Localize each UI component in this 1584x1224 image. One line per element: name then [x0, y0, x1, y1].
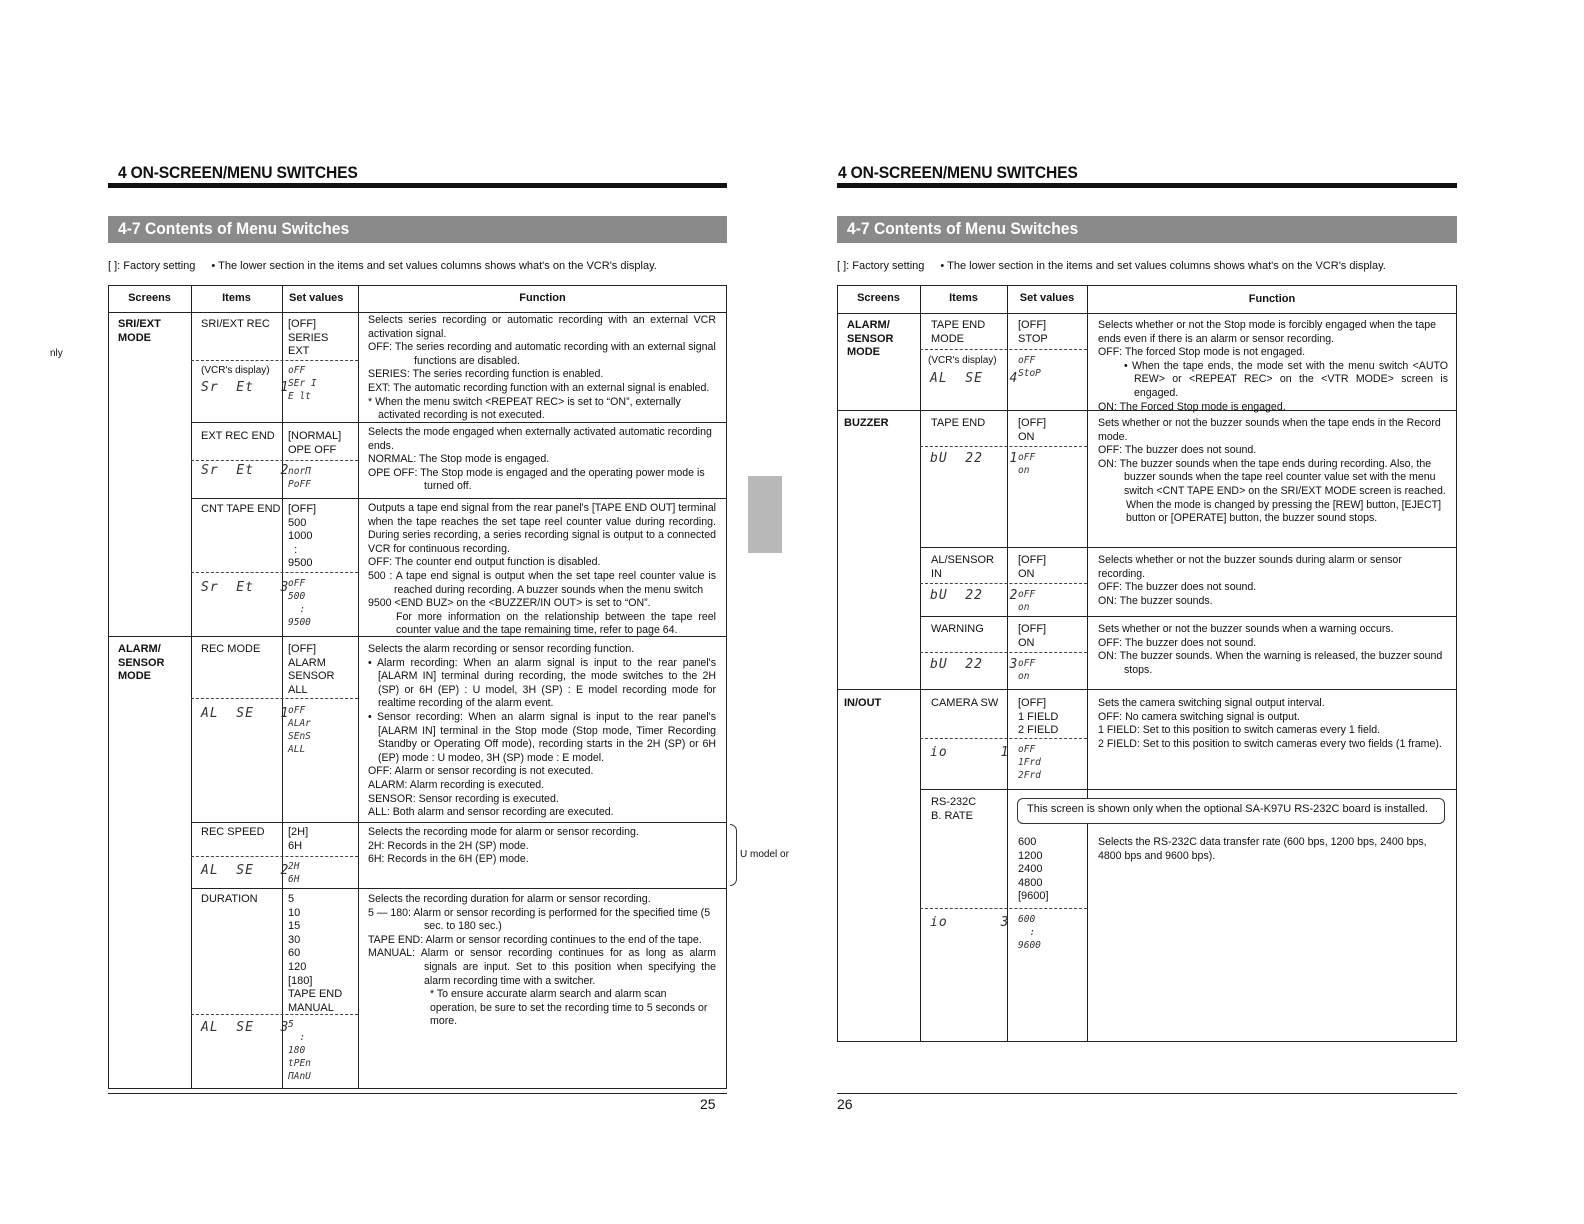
vcr-display-code: bU 22 2: [930, 588, 1019, 603]
function-line: SENSOR: Sensor recording is executed.: [368, 792, 559, 805]
chapter-title: 4 ON-SCREEN/MENU SWITCHES: [838, 163, 1078, 182]
col-divider: [1087, 285, 1088, 1042]
function-line: When the mode is changed by pressing the [REW] button, [EJECT] button or [OPERATE] button, the buzzer sound stops.: [1126, 498, 1442, 525]
vcr-display-values: oFF SEr I E lt: [288, 365, 317, 402]
vcr-display-values: oFF on: [1018, 589, 1036, 613]
function-line: Selects the RS-232C data transfer rate (600 bps, 1200 bps, 2400 bps, 4800 bps and 9600 bps).: [1098, 836, 1427, 862]
row-rule: [920, 616, 1457, 617]
notes-line: [837, 260, 1386, 272]
function-line: Outputs a tape end signal from the rear panel's [TAPE END OUT] terminal when the tape reaches the set tape reel counter value during recording. During series recording, a series recording signal is output to a connected VCR for continuous recording.: [368, 502, 716, 555]
function-text: [1098, 319, 1448, 414]
chapter-rule: [108, 183, 727, 188]
set-values: [2H] 6H: [288, 826, 309, 852]
set-values: 600 1200 2400 4800 [9600]: [1018, 836, 1049, 903]
function-line: 2 FIELD: Set to this position to switch cameras every two fields (1 frame).: [1098, 737, 1442, 750]
vcr-display-values: 600 : 9600: [1018, 914, 1041, 951]
function-line: SERIES: The series recording function is enabled.: [368, 368, 604, 381]
set-values: 5 10 15 30 60 120 [180] TAPE END MANUAL: [288, 893, 343, 1014]
function-line: Sets the camera switching signal output interval.: [1098, 697, 1325, 709]
function-line: OFF: The series recording and automatic recording with an external signal functions are disabled.: [368, 341, 716, 367]
header-items: Items: [222, 292, 251, 304]
vcr-display-values: 2H 6H: [288, 861, 300, 885]
function-line: • Alarm recording: When an alarm signal is input to the rear panel's [ALARM IN] terminal during recording, the mode switches to the 2H (SP) or 6H (EP) : U model, 3H (SP) : E model recording mode for realtime recording of the alarm event.: [368, 656, 716, 710]
vcr-display-code: AL SE 1: [201, 706, 290, 721]
set-values: [OFF] 500 1000 : 9500: [288, 503, 317, 570]
function-line: 1 FIELD: Set to this position to switch cameras every 1 field.: [1098, 724, 1381, 737]
vcr-display-code: io 1: [930, 745, 1010, 760]
display-divider: [920, 583, 1087, 584]
vcr-display-values: oFF on: [1018, 658, 1036, 682]
page-bottom-rule: [837, 1093, 1457, 1094]
function-text: [1098, 417, 1448, 526]
function-text: [368, 826, 716, 867]
page-number: 25: [700, 1096, 716, 1112]
function-line: OFF: The buzzer does not sound.: [1098, 444, 1257, 457]
function-line: OFF: Alarm or sensor recording is not executed.: [368, 765, 594, 778]
function-line: OFF: No camera switching signal is output.: [1098, 710, 1300, 723]
display-divider: [191, 856, 358, 857]
display-divider: [920, 738, 1087, 739]
screen-name: IN/OUT: [844, 697, 882, 709]
item-name: WARNING: [931, 623, 984, 635]
vcr-display-code: Sr Et 2: [201, 463, 290, 478]
header-items: Items: [949, 292, 978, 304]
header-screens: Screens: [857, 292, 900, 304]
section-title: 4-7 Contents of Menu Switches: [847, 219, 1079, 238]
item-name: TAPE END MODE: [931, 319, 986, 345]
col-divider: [282, 285, 283, 1089]
function-line: Selects whether or not the Stop mode is forcibly engaged when the tape ends even if there is an alarm or sensor recording.: [1098, 319, 1437, 345]
vcr-display-values: oFF ALAr SEnS ALL: [288, 705, 311, 755]
function-line: OFF: The counter end output function is disabled.: [368, 556, 601, 569]
function-text: [368, 502, 716, 638]
function-text: [368, 893, 716, 1029]
function-text: [1098, 836, 1448, 863]
display-divider: [920, 908, 1087, 909]
function-line: 6H: Records in the 6H (EP) mode.: [368, 853, 529, 866]
header-function: Function: [1248, 293, 1296, 305]
function-line: OFF: The buzzer does not sound.: [1098, 581, 1257, 594]
function-line: • Sensor recording: When an alarm signal is input to the rear panel's [ALARM IN] terminal in the Stop mode (Stop mode, Timer Recording Standby or Operating Off mode), recording starts in the 2H (SP) or 6H (EP) mode : U modeo, 3H (SP) mode : E model.: [368, 710, 716, 764]
display-note: • The lower section in the items and set values columns shows what's on the VCR's display.: [211, 260, 657, 272]
function-line: 9500 <END BUZ> on the <BUZZER/IN OUT> is set to “ON”.: [368, 597, 651, 610]
function-line: Selects the mode engaged when externally activated automatic recording ends.: [368, 426, 712, 452]
item-name: AL/SENSOR IN: [931, 554, 994, 580]
set-values: [OFF] ON: [1018, 417, 1047, 443]
set-values: [OFF] SERIES EXT: [288, 318, 329, 358]
col-divider: [191, 285, 192, 1089]
function-line: 5 — 180: Alarm or sensor recording is performed for the specified time (5 sec. to 180 sec.): [368, 906, 711, 933]
vcr-display-values: oFF on: [1018, 452, 1036, 476]
function-line: Selects the recording mode for alarm or sensor recording.: [368, 826, 639, 838]
screen-name: SRI/EXT MODE: [118, 318, 161, 344]
item-name: SRI/EXT REC: [201, 318, 270, 330]
set-values: [OFF] 1 FIELD 2 FIELD: [1018, 697, 1059, 737]
vcr-display-values: 5 : 180 tPEn ΠAnU: [288, 1019, 311, 1082]
vcr-display-code: bU 22 1: [930, 451, 1019, 466]
function-line: ON: The buzzer sounds.: [1098, 594, 1213, 607]
vcr-display-label: (VCR's display): [928, 355, 997, 366]
margin-text: nly: [50, 348, 63, 359]
display-divider: [920, 446, 1087, 447]
item-name: REC SPEED: [201, 826, 265, 838]
set-values: [OFF] ON: [1018, 554, 1047, 580]
display-divider: [920, 652, 1087, 653]
display-divider: [920, 349, 1087, 350]
screen-name: ALARM/ SENSOR MODE: [847, 319, 894, 359]
vcr-display-code: Sr Et 3: [201, 580, 290, 595]
function-text: [1098, 623, 1448, 677]
function-line: NORMAL: The Stop mode is engaged.: [368, 453, 550, 466]
function-line: ALL: Both alarm and sensor recording are executed.: [368, 806, 614, 819]
row-rule: [920, 789, 1457, 790]
group-rule: [837, 689, 1457, 690]
item-name: EXT REC END: [201, 430, 275, 442]
item-name: REC MODE: [201, 643, 261, 655]
vcr-display-values: norΠ PoFF: [288, 466, 311, 490]
screen-name: ALARM/ SENSOR MODE: [118, 643, 165, 683]
function-text: [368, 426, 716, 494]
function-line: OFF: The buzzer does not sound.: [1098, 636, 1257, 649]
vcr-display-values: oFF 1Frd 2Frd: [1018, 744, 1041, 781]
display-divider: [191, 460, 358, 461]
section-title: 4-7 Contents of Menu Switches: [118, 219, 350, 238]
header-set-values: Set values: [289, 292, 344, 304]
function-line: Selects the recording duration for alarm or sensor recording.: [368, 893, 651, 905]
item-name: TAPE END: [931, 417, 986, 429]
header-function: Function: [519, 292, 566, 304]
function-line: • When the tape ends, the mode set with the menu switch <AUTO REW> or <REPEAT REC> on the <VTR MODE> screen is engaged.: [1124, 359, 1448, 399]
function-line: OPE OFF: The Stop mode is engaged and the operating power mode is turned off.: [368, 466, 705, 493]
page-bottom-rule: [108, 1093, 727, 1094]
vcr-display-code: AL SE 4: [930, 371, 1019, 386]
vcr-display-code: io 3: [930, 915, 1010, 930]
brace-mark: [730, 824, 737, 886]
vcr-display-code: bU 22 3: [930, 657, 1019, 672]
function-text: [368, 643, 716, 820]
optional-board-notice: This screen is shown only when the optional SA-K97U RS-232C board is installed.: [1017, 798, 1445, 824]
function-line: Sets whether or not the buzzer sounds when the tape ends in the Record mode.: [1098, 417, 1441, 443]
chapter-rule: [837, 183, 1457, 188]
function-line: 2H: Records in the 2H (SP) mode.: [368, 839, 529, 852]
vcr-display-code: AL SE 2: [201, 863, 290, 878]
function-line: 500 : A tape end signal is output when the set tape reel counter value is reached during recording. A buzzer sounds when the menu switch: [368, 569, 716, 596]
set-values: [NORMAL] OPE OFF: [288, 430, 342, 456]
chapter-title: 4 ON-SCREEN/MENU SWITCHES: [118, 163, 358, 182]
function-line: ON: The buzzer sounds when the tape ends during recording. Also, the buzzer sounds when the tape reel counter value set with the menu switch <CNT TAPE END> on the SRI/EXT MODE screen is reached.: [1098, 457, 1446, 497]
display-note: • The lower section in the items and set values columns shows what's on the VCR's display.: [940, 260, 1386, 272]
section-title-bar: [837, 216, 1457, 243]
item-name: DURATION: [201, 893, 258, 905]
item-name: CAMERA SW: [931, 697, 999, 709]
vcr-display-code: AL SE 3: [201, 1020, 290, 1035]
factory-setting-note: [ ]: Factory setting: [837, 260, 925, 272]
function-line: Selects the alarm recording or sensor recording function.: [368, 643, 635, 655]
function-line: EXT: The automatic recording function with an external signal is enabled.: [368, 381, 710, 394]
header-rule: [108, 312, 727, 313]
set-values: [OFF] ON: [1018, 623, 1047, 649]
vcr-display-values: oFF StoP: [1018, 355, 1041, 379]
function-line: ALARM: Alarm recording is executed.: [368, 778, 545, 791]
side-note: U model or: [740, 849, 789, 860]
vcr-display-values: oFF 500 : 9500: [288, 578, 311, 628]
set-values: [OFF] STOP: [1018, 319, 1048, 345]
display-divider: [191, 572, 358, 573]
page-number: 26: [837, 1096, 853, 1112]
row-rule: [191, 822, 727, 823]
section-title-bar: [108, 216, 727, 243]
function-line: TAPE END: Alarm or sensor recording continues to the end of the tape.: [368, 933, 702, 946]
header-set-values: Set values: [1019, 292, 1075, 304]
factory-setting-note: [ ]: Factory setting: [108, 260, 196, 272]
function-line: For more information on the relationship between the tape reel counter value and the tape remaining time, refer to page 64.: [396, 610, 716, 637]
function-line: Sets whether or not the buzzer sounds when a warning occurs.: [1098, 623, 1394, 635]
function-text: [1098, 697, 1448, 751]
header-rule: [837, 313, 1457, 314]
screen-name: BUZZER: [844, 417, 889, 429]
vcr-display-code: Sr Et 1: [201, 380, 290, 395]
display-divider: [191, 360, 358, 361]
row-rule: [191, 498, 727, 499]
row-rule: [191, 888, 727, 889]
function-line: * To ensure accurate alarm search and alarm scan operation, be sure to set the recording time to 5 seconds or more.: [430, 988, 708, 1028]
function-line: Selects series recording or automatic recording with an external VCR activation signal.: [368, 314, 716, 340]
set-values: [OFF] ALARM SENSOR ALL: [288, 643, 335, 696]
header-screens: Screens: [128, 292, 171, 304]
col-divider: [920, 285, 921, 1042]
function-line: OFF: The forced Stop mode is not engaged.: [1098, 346, 1306, 359]
function-line: Selects whether or not the buzzer sounds during alarm or sensor recording.: [1098, 554, 1402, 580]
function-text: [368, 314, 716, 423]
function-line: ON: The Forced Stop mode is engaged.: [1098, 400, 1286, 413]
function-line: * When the menu switch <REPEAT REC> is set to “ON”, externally activated recording is not executed.: [368, 395, 681, 422]
col-divider: [358, 285, 359, 1089]
item-name: CNT TAPE END: [201, 503, 281, 515]
page-thumb-tab: [748, 476, 782, 553]
function-line: MANUAL: Alarm or sensor recording continues for as long as alarm signals are input. Set to this position when specifying the alarm recording time with a switcher.: [368, 947, 716, 987]
vcr-display-label: (VCR's display): [201, 365, 270, 376]
notes-line: [108, 260, 657, 272]
function-text: [1098, 554, 1448, 608]
display-divider: [191, 698, 358, 699]
item-name: RS-232C B. RATE: [931, 796, 977, 822]
function-line: ON: The buzzer sounds. When the warning is released, the buzzer sound stops.: [1098, 650, 1443, 676]
row-rule: [920, 547, 1457, 548]
